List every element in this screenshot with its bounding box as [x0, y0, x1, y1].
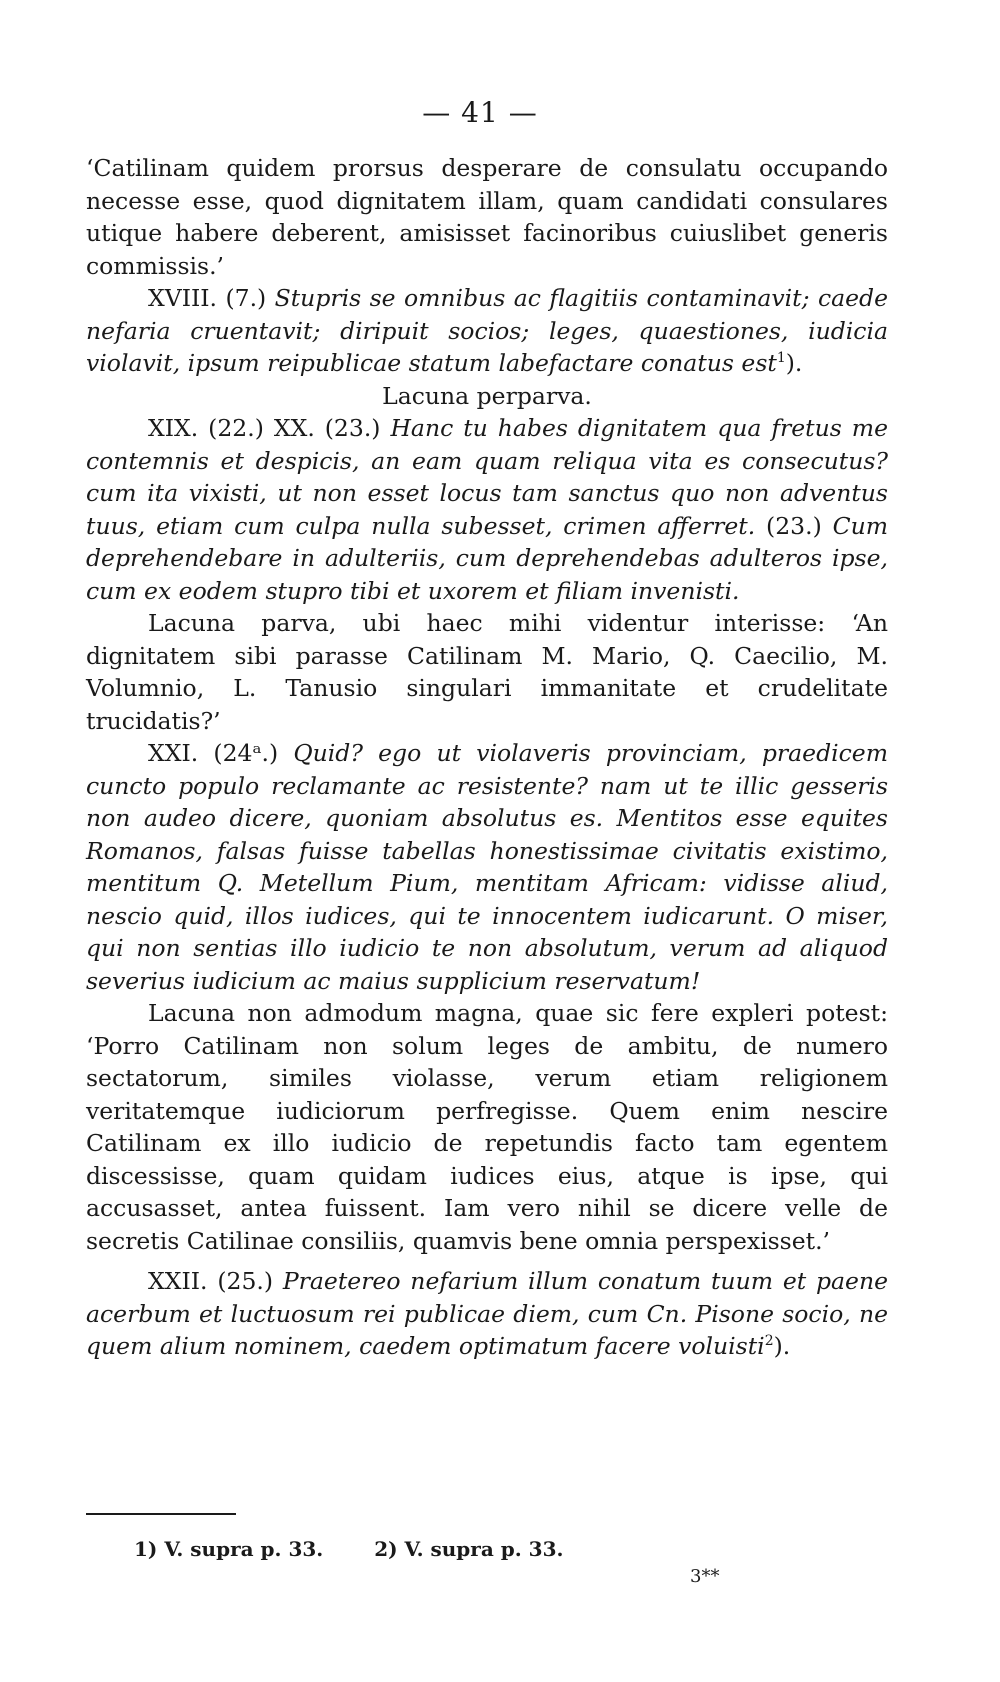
- section-marker-inline: (23.): [755, 511, 833, 540]
- section-marker: XXI. (24ᵃ.): [148, 739, 294, 767]
- footnotes: [134, 1537, 607, 1561]
- page-number: — 41 —: [422, 96, 538, 129]
- section-marker: XVIII. (7.): [148, 284, 275, 312]
- footnote-divider: [86, 1513, 236, 1515]
- paragraph-1: ‘Catilinam quidem prorsus desperare de consulatu occupando necesse esse, quod dignitatem illam, quam candidati consulares utique habere deberent, amisisset facinoribus cuiuslibet generis commissis.’: [86, 154, 888, 280]
- paragraph-7: Lacuna non admodum magna, quae sic fere expleri potest: ‘Porro Catilinam non solum leges de ambitu, de numero sectatorum, similes violasse, verum etiam religionem veritatemque iudiciorum perfregisse. Quem enim nescire Catilinam ex illo iudicio de repetundis facto tam egentem discessisse, quam quidam iudices eius, atque is ipse, qui accusasset, antea fuissent. Iam vero nihil se dicere velle de secretis Catilinae consiliis, quamvis bene omnia perspexisset.’: [86, 999, 888, 1255]
- signature-mark: 3**: [690, 1566, 720, 1587]
- paragraph-8: [86, 1265, 888, 1363]
- italic-text: Hanc tu habes dignitatem qua fretus me contemnis et despicis, an eam quam reliqua vita es consecutus? cum ita vixisti, ut non esset locus tam sanctus quo non adventus tuus, etiam cum culpa nulla subesset, crimen afferret.: [86, 414, 888, 540]
- paragraph-5: Lacuna parva, ubi haec mihi videntur interisse: ‘An dignitatem sibi parasse Catilinam M. Mario, Q. Caecilio, M. Volumnio, L. Tanusio singulari immanitate et crudelitate trucidatis?’: [86, 609, 888, 735]
- section-marker: XIX. (22.) XX. (23.): [148, 414, 391, 442]
- italic-text: Quid? ego ut violaveris provinciam, praedicem cuncto populo reclamante ac resistente? nam ut te illic gesseris non audeo dicere, quoniam absolutus es. Mentitos esse equites Romanos, falsas fuisse tabellas honestissimae civitatis existimo, mentitum Q. Metellum Pium, mentitam Africam: vidisse aliud, nescio quid, illos iudices, qui te innocentem iudicarunt. O miser, qui non sentias illo iudicio te non absolutum, verum ad aliquod severius iudicium ac maius supplicium reservatum!: [86, 739, 888, 995]
- footnote-ref-2[interactable]: 2: [764, 1333, 774, 1350]
- italic-text-2: Cum deprehendebare in adulteriis, cum deprehendebas adulteros ipse, cum ex eodem stupro tibi et uxorem et filiam invenisti.: [86, 511, 888, 605]
- footnote-ref-1[interactable]: 1: [776, 350, 786, 367]
- section-marker: XXII. (25.): [148, 1267, 283, 1295]
- paragraph-tail: ).: [773, 1332, 791, 1360]
- body-text: [86, 152, 888, 1363]
- footnote-2: 2) V. supra p. 33.: [374, 1537, 564, 1561]
- paragraph-tail: ).: [785, 349, 803, 377]
- paragraph-4: [86, 412, 888, 607]
- italic-text: Praetereo nefarium illum conatum tuum et paene acerbum et luctuosum rei publicae diem, cum Cn. Pisone socio, ne quem alium nominem, caedem optimatum facere voluisti: [86, 1267, 888, 1360]
- footnote-1: 1) V. supra p. 33.: [134, 1537, 324, 1561]
- paragraph-6: [86, 737, 888, 997]
- lacuna-heading: Lacuna perparva.: [382, 381, 592, 410]
- paragraph-2: [86, 282, 888, 380]
- italic-text: Stupris se omnibus ac flagitiis contaminavit; caede nefaria cruentavit; diripuit socios; leges, quaestiones, iudicia violavit, ipsum reipublicae statum labefactare conatus est: [86, 284, 888, 377]
